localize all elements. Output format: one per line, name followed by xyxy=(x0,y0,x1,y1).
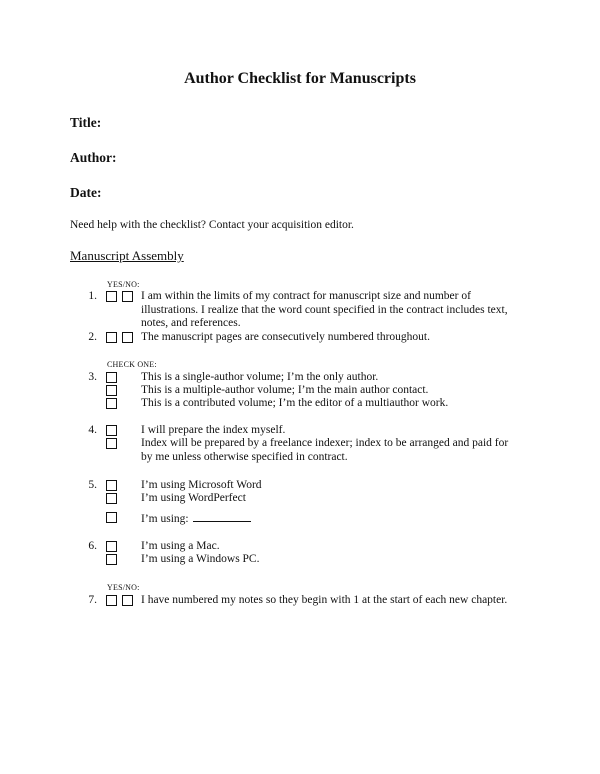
option-checkbox[interactable] xyxy=(106,541,117,552)
option-checkbox[interactable] xyxy=(106,398,117,409)
option-checkbox[interactable] xyxy=(106,493,117,504)
yes-checkbox[interactable] xyxy=(106,291,117,302)
other-blank-line[interactable] xyxy=(193,511,251,522)
item-number: 3. xyxy=(88,371,97,383)
item-number: 4. xyxy=(88,424,97,436)
item-text: The manuscript pages are consecutively numbered throughout. xyxy=(141,331,431,343)
item-number: 7. xyxy=(88,594,97,606)
item-text-line: notes, and references. xyxy=(141,317,241,329)
item-number: 1. xyxy=(88,290,97,302)
page-title: Author Checklist for Manuscripts xyxy=(184,70,416,87)
yes-no-header: YES/NO: xyxy=(107,280,140,289)
option-label: This is a contributed volume; I’m the editor of a multiauthor work. xyxy=(141,397,449,409)
option-checkbox[interactable] xyxy=(106,554,117,565)
no-checkbox[interactable] xyxy=(122,595,133,606)
help-text: Need help with the checklist? Contact your acquisition editor. xyxy=(70,219,354,231)
option-checkbox[interactable] xyxy=(106,372,117,383)
item-text-line: I am within the limits of my contract for manuscript size and number of xyxy=(141,290,471,302)
option-label: I’m using: xyxy=(141,513,189,525)
author-field-label: Author: xyxy=(70,150,117,165)
no-checkbox[interactable] xyxy=(122,291,133,302)
option-label-other xyxy=(141,511,251,527)
check-one-header: CHECK ONE: xyxy=(107,360,157,369)
option-checkbox[interactable] xyxy=(106,385,117,396)
option-label xyxy=(141,437,508,464)
section-heading: Manuscript Assembly xyxy=(70,248,184,263)
item-text-line: illustrations. I realize that the word count specified in the contract includes text, xyxy=(141,303,508,316)
option-label-line: by me unless otherwise specified in contract. xyxy=(141,450,348,463)
yes-checkbox[interactable] xyxy=(106,332,117,343)
item-text xyxy=(141,290,508,331)
date-field-label: Date: xyxy=(70,185,102,200)
item-number: 6. xyxy=(88,540,97,552)
option-label-line: Index will be prepared by a freelance indexer; index to be arranged and paid for xyxy=(141,437,509,449)
option-checkbox[interactable] xyxy=(106,480,117,491)
option-checkbox[interactable] xyxy=(106,438,117,449)
option-checkbox[interactable] xyxy=(106,425,117,436)
yes-checkbox[interactable] xyxy=(106,595,117,606)
item-number: 5. xyxy=(88,479,97,491)
title-field-label: Title: xyxy=(70,115,102,130)
item-text: I have numbered my notes so they begin with 1 at the start of each new chapter. xyxy=(141,594,508,606)
option-label: I’m using Microsoft Word xyxy=(141,479,262,491)
yes-no-header: YES/NO: xyxy=(107,583,140,592)
item-number: 2. xyxy=(88,331,97,343)
option-label: I’m using a Mac. xyxy=(141,540,220,552)
no-checkbox[interactable] xyxy=(122,332,133,343)
option-label: I’m using a Windows PC. xyxy=(141,553,260,565)
option-label: This is a single-author volume; I’m the only author. xyxy=(141,371,379,383)
option-label: This is a multiple-author volume; I’m the main author contact. xyxy=(141,384,429,396)
option-label: I will prepare the index myself. xyxy=(141,424,286,436)
option-label: I’m using WordPerfect xyxy=(141,492,246,504)
option-checkbox[interactable] xyxy=(106,512,117,523)
